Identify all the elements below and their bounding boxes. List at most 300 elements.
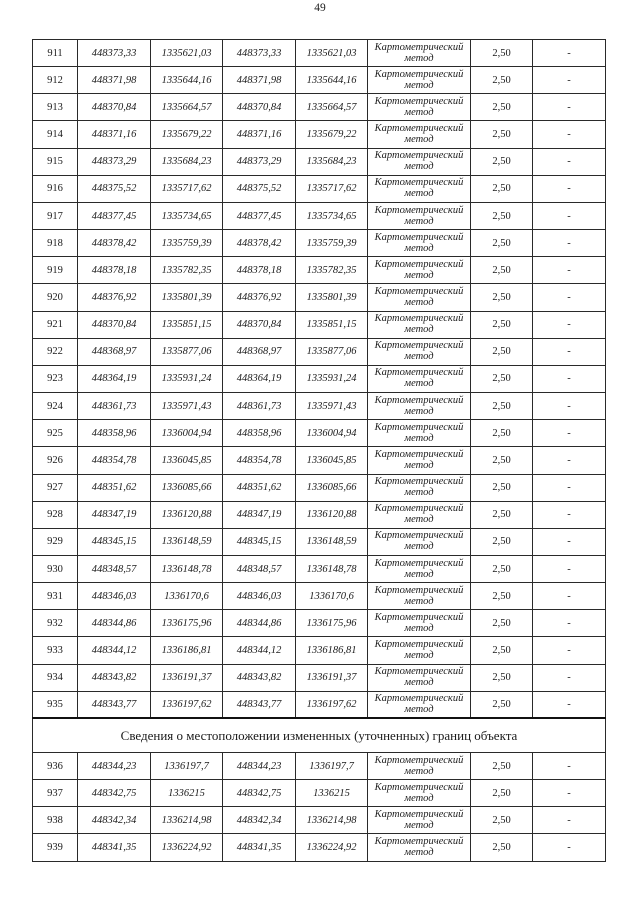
y-coordinate-text: 1336148,78 <box>161 563 212 575</box>
x-coordinate-refined-text: 448373,33 <box>236 47 282 59</box>
accuracy-text: 2,50 <box>492 264 511 276</box>
point-number-cell <box>33 40 78 67</box>
note-cell <box>533 528 606 555</box>
point-number-text: 932 <box>47 617 63 629</box>
table-row <box>33 610 606 637</box>
note-text: - <box>567 156 571 168</box>
method-text: Картометрический метод <box>374 836 464 859</box>
method-text: Картометрический метод <box>374 639 464 662</box>
point-number-text: 936 <box>47 760 63 772</box>
y-coordinate-refined-text: 1335679,22 <box>306 129 357 141</box>
y-coordinate-refined-cell <box>296 121 368 148</box>
method-cell <box>368 148 471 175</box>
y-coordinate-refined-text: 1335931,24 <box>306 373 357 385</box>
x-coordinate-text: 448378,18 <box>91 264 137 276</box>
note-cell <box>533 691 606 718</box>
method-cell <box>368 501 471 528</box>
method-text: Картометрический метод <box>374 503 464 526</box>
point-number-text: 933 <box>47 645 63 657</box>
method-text: Картометрический метод <box>374 367 464 390</box>
y-coordinate-refined-cell <box>296 501 368 528</box>
point-number-text: 929 <box>47 536 63 548</box>
y-coordinate-refined-cell <box>296 202 368 229</box>
note-cell <box>533 121 606 148</box>
point-number-cell <box>33 311 78 338</box>
x-coordinate-refined-cell <box>223 555 296 582</box>
accuracy-cell <box>471 284 533 311</box>
y-coordinate-refined-cell <box>296 610 368 637</box>
y-coordinate-refined-cell <box>296 365 368 392</box>
point-number-text: 919 <box>47 264 63 276</box>
y-coordinate-text: 1335759,39 <box>161 237 212 249</box>
note-text: - <box>567 672 571 684</box>
y-coordinate-cell <box>151 664 223 691</box>
section-heading-row <box>33 718 606 752</box>
note-text: - <box>567 645 571 657</box>
y-coordinate-text: 1336004,94 <box>161 427 212 439</box>
x-coordinate-refined-cell <box>223 202 296 229</box>
y-coordinate-refined-text: 1336004,94 <box>306 427 357 439</box>
x-coordinate-text: 448370,84 <box>91 319 137 331</box>
accuracy-text: 2,50 <box>492 699 511 711</box>
x-coordinate-text: 448344,23 <box>91 760 137 772</box>
y-coordinate-refined-text: 1336197,62 <box>306 699 357 711</box>
note-text: - <box>567 373 571 385</box>
y-coordinate-refined-cell <box>296 257 368 284</box>
y-coordinate-refined-text: 1335684,23 <box>306 156 357 168</box>
point-number-cell <box>33 67 78 94</box>
y-coordinate-cell <box>151 780 223 807</box>
table-row <box>33 202 606 229</box>
coordinates-table <box>32 39 606 862</box>
method-text: Картометрический метод <box>374 666 464 689</box>
point-number-text: 928 <box>47 509 63 521</box>
note-cell <box>533 94 606 121</box>
x-coordinate-cell <box>78 67 151 94</box>
y-coordinate-cell <box>151 752 223 779</box>
point-number-cell <box>33 230 78 257</box>
table-body-section-heading <box>33 718 606 752</box>
y-coordinate-refined-text: 1335734,65 <box>306 210 357 222</box>
y-coordinate-refined-cell <box>296 311 368 338</box>
note-cell <box>533 610 606 637</box>
y-coordinate-refined-text: 1336215 <box>313 787 350 799</box>
point-number-text: 922 <box>47 346 63 358</box>
accuracy-text: 2,50 <box>492 814 511 826</box>
x-coordinate-refined-text: 448368,97 <box>236 346 282 358</box>
y-coordinate-cell <box>151 583 223 610</box>
method-text: Картометрический метод <box>374 448 464 471</box>
point-number-text: 937 <box>47 787 63 799</box>
x-coordinate-cell <box>78 691 151 718</box>
accuracy-text: 2,50 <box>492 74 511 86</box>
method-text: Картометрический метод <box>374 693 464 716</box>
y-coordinate-cell <box>151 148 223 175</box>
y-coordinate-refined-text: 1336224,92 <box>306 842 357 854</box>
x-coordinate-text: 448345,15 <box>91 536 137 548</box>
accuracy-text: 2,50 <box>492 645 511 657</box>
y-coordinate-cell <box>151 121 223 148</box>
accuracy-text: 2,50 <box>492 454 511 466</box>
x-coordinate-refined-cell <box>223 420 296 447</box>
x-coordinate-refined-text: 448370,84 <box>236 319 282 331</box>
x-coordinate-text: 448354,78 <box>91 454 137 466</box>
method-cell <box>368 610 471 637</box>
x-coordinate-refined-text: 448342,75 <box>236 787 282 799</box>
x-coordinate-refined-cell <box>223 284 296 311</box>
point-number-cell <box>33 583 78 610</box>
point-number-text: 914 <box>47 129 63 141</box>
note-text: - <box>567 237 571 249</box>
x-coordinate-cell <box>78 664 151 691</box>
method-cell <box>368 691 471 718</box>
method-text: Картометрический метод <box>374 476 464 499</box>
y-coordinate-text: 1336175,96 <box>161 617 212 629</box>
x-coordinate-text: 448377,45 <box>91 210 137 222</box>
accuracy-text: 2,50 <box>492 346 511 358</box>
y-coordinate-text: 1336045,85 <box>161 454 212 466</box>
y-coordinate-refined-text: 1336186,81 <box>306 645 357 657</box>
point-number-cell <box>33 501 78 528</box>
note-cell <box>533 40 606 67</box>
x-coordinate-refined-cell <box>223 338 296 365</box>
note-text: - <box>567 536 571 548</box>
table-row <box>33 284 606 311</box>
note-cell <box>533 338 606 365</box>
note-cell <box>533 67 606 94</box>
y-coordinate-text: 1335644,16 <box>161 74 212 86</box>
y-coordinate-refined-cell <box>296 447 368 474</box>
y-coordinate-cell <box>151 338 223 365</box>
x-coordinate-text: 448371,16 <box>91 129 137 141</box>
point-number-cell <box>33 528 78 555</box>
x-coordinate-refined-text: 448343,82 <box>236 672 282 684</box>
y-coordinate-cell <box>151 311 223 338</box>
table-row <box>33 780 606 807</box>
note-cell <box>533 365 606 392</box>
method-cell <box>368 202 471 229</box>
x-coordinate-text: 448370,84 <box>91 101 137 113</box>
accuracy-cell <box>471 148 533 175</box>
x-coordinate-refined-text: 448364,19 <box>236 373 282 385</box>
point-number-cell <box>33 807 78 834</box>
y-coordinate-text: 1336191,37 <box>161 672 212 684</box>
note-text: - <box>567 47 571 59</box>
y-coordinate-text: 1336197,7 <box>164 760 209 772</box>
y-coordinate-refined-text: 1336175,96 <box>306 617 357 629</box>
x-coordinate-refined-text: 448343,77 <box>236 699 282 711</box>
table-row <box>33 501 606 528</box>
method-cell <box>368 230 471 257</box>
note-cell <box>533 148 606 175</box>
method-text: Картометрический метод <box>374 231 464 254</box>
note-text: - <box>567 291 571 303</box>
y-coordinate-refined-text: 1336120,88 <box>306 509 357 521</box>
accuracy-text: 2,50 <box>492 760 511 772</box>
x-coordinate-cell <box>78 583 151 610</box>
x-coordinate-text: 448343,82 <box>91 672 137 684</box>
method-cell <box>368 807 471 834</box>
method-text: Картометрический метод <box>374 95 464 118</box>
table-row <box>33 474 606 501</box>
note-text: - <box>567 699 571 711</box>
y-coordinate-refined-cell <box>296 94 368 121</box>
x-coordinate-refined-text: 448347,19 <box>236 509 282 521</box>
y-coordinate-refined-cell <box>296 148 368 175</box>
y-coordinate-refined-text: 1336085,66 <box>306 482 357 494</box>
y-coordinate-refined-text: 1335851,15 <box>306 319 357 331</box>
y-coordinate-refined-text: 1335759,39 <box>306 237 357 249</box>
table-row <box>33 40 606 67</box>
x-coordinate-refined-cell <box>223 94 296 121</box>
x-coordinate-cell <box>78 365 151 392</box>
note-cell <box>533 664 606 691</box>
accuracy-text: 2,50 <box>492 291 511 303</box>
y-coordinate-cell <box>151 610 223 637</box>
note-cell <box>533 780 606 807</box>
method-cell <box>368 555 471 582</box>
x-coordinate-refined-text: 448342,34 <box>236 814 282 826</box>
point-number-text: 939 <box>47 842 63 854</box>
y-coordinate-text: 1336186,81 <box>161 645 212 657</box>
point-number-text: 930 <box>47 563 63 575</box>
point-number-cell <box>33 664 78 691</box>
y-coordinate-cell <box>151 94 223 121</box>
point-number-cell <box>33 284 78 311</box>
page-number: 49 <box>314 2 326 14</box>
table-row <box>33 834 606 861</box>
accuracy-text: 2,50 <box>492 590 511 602</box>
point-number-text: 934 <box>47 672 63 684</box>
x-coordinate-text: 448371,98 <box>91 74 137 86</box>
accuracy-cell <box>471 393 533 420</box>
y-coordinate-refined-cell <box>296 67 368 94</box>
note-cell <box>533 834 606 861</box>
table-row <box>33 752 606 779</box>
accuracy-cell <box>471 474 533 501</box>
x-coordinate-refined-cell <box>223 583 296 610</box>
x-coordinate-refined-cell <box>223 637 296 664</box>
accuracy-cell <box>471 664 533 691</box>
note-cell <box>533 447 606 474</box>
accuracy-cell <box>471 257 533 284</box>
point-number-cell <box>33 175 78 202</box>
point-number-cell <box>33 202 78 229</box>
x-coordinate-refined-text: 448378,42 <box>236 237 282 249</box>
y-coordinate-refined-cell <box>296 393 368 420</box>
accuracy-cell <box>471 420 533 447</box>
y-coordinate-refined-cell <box>296 420 368 447</box>
method-text: Картометрический метод <box>374 421 464 444</box>
x-coordinate-refined-cell <box>223 393 296 420</box>
method-text: Картометрический метод <box>374 394 464 417</box>
accuracy-text: 2,50 <box>492 672 511 684</box>
note-text: - <box>567 482 571 494</box>
point-number-cell <box>33 148 78 175</box>
table-row <box>33 121 606 148</box>
accuracy-text: 2,50 <box>492 156 511 168</box>
point-number-text: 935 <box>47 699 63 711</box>
note-text: - <box>567 129 571 141</box>
x-coordinate-refined-text: 448376,92 <box>236 291 282 303</box>
method-cell <box>368 67 471 94</box>
x-coordinate-refined-cell <box>223 67 296 94</box>
point-number-cell <box>33 338 78 365</box>
y-coordinate-refined-text: 1336214,98 <box>306 814 357 826</box>
accuracy-cell <box>471 691 533 718</box>
accuracy-text: 2,50 <box>492 373 511 385</box>
accuracy-cell <box>471 94 533 121</box>
accuracy-cell <box>471 610 533 637</box>
method-text: Картометрический метод <box>374 808 464 831</box>
x-coordinate-text: 448346,03 <box>91 590 137 602</box>
note-text: - <box>567 210 571 222</box>
x-coordinate-refined-cell <box>223 311 296 338</box>
method-text: Картометрический метод <box>374 557 464 580</box>
note-text: - <box>567 787 571 799</box>
x-coordinate-cell <box>78 202 151 229</box>
point-number-text: 912 <box>47 74 63 86</box>
method-cell <box>368 664 471 691</box>
method-cell <box>368 311 471 338</box>
point-number-text: 927 <box>47 482 63 494</box>
table-row <box>33 338 606 365</box>
table-row <box>33 393 606 420</box>
y-coordinate-refined-cell <box>296 175 368 202</box>
y-coordinate-refined-text: 1335782,35 <box>306 264 357 276</box>
method-text: Картометрический метод <box>374 41 464 64</box>
y-coordinate-refined-cell <box>296 752 368 779</box>
accuracy-cell <box>471 40 533 67</box>
x-coordinate-refined-cell <box>223 447 296 474</box>
accuracy-cell <box>471 175 533 202</box>
x-coordinate-refined-cell <box>223 365 296 392</box>
x-coordinate-refined-cell <box>223 501 296 528</box>
note-cell <box>533 175 606 202</box>
accuracy-cell <box>471 555 533 582</box>
table-row <box>33 583 606 610</box>
method-text: Картометрический метод <box>374 313 464 336</box>
accuracy-cell <box>471 365 533 392</box>
x-coordinate-text: 448378,42 <box>91 237 137 249</box>
point-number-cell <box>33 447 78 474</box>
x-coordinate-refined-text: 448346,03 <box>236 590 282 602</box>
method-text: Картометрический метод <box>374 123 464 146</box>
x-coordinate-text: 448358,96 <box>91 427 137 439</box>
y-coordinate-refined-text: 1335801,39 <box>306 291 357 303</box>
point-number-cell <box>33 365 78 392</box>
y-coordinate-text: 1335801,39 <box>161 291 212 303</box>
section-heading: Сведения о местоположении измененных (уточненных) границ объекта <box>33 718 606 752</box>
accuracy-cell <box>471 338 533 365</box>
y-coordinate-cell <box>151 555 223 582</box>
y-coordinate-cell <box>151 202 223 229</box>
y-coordinate-refined-cell <box>296 834 368 861</box>
point-number-cell <box>33 257 78 284</box>
x-coordinate-text: 448376,92 <box>91 291 137 303</box>
x-coordinate-cell <box>78 257 151 284</box>
y-coordinate-refined-cell <box>296 528 368 555</box>
x-coordinate-text: 448373,29 <box>91 156 137 168</box>
table-row <box>33 807 606 834</box>
accuracy-text: 2,50 <box>492 842 511 854</box>
method-cell <box>368 528 471 555</box>
y-coordinate-text: 1336120,88 <box>161 509 212 521</box>
x-coordinate-cell <box>78 393 151 420</box>
point-number-text: 913 <box>47 101 63 113</box>
x-coordinate-refined-cell <box>223 834 296 861</box>
note-text: - <box>567 842 571 854</box>
accuracy-text: 2,50 <box>492 237 511 249</box>
x-coordinate-cell <box>78 338 151 365</box>
note-cell <box>533 284 606 311</box>
x-coordinate-refined-text: 448378,18 <box>236 264 282 276</box>
x-coordinate-refined-text: 448344,12 <box>236 645 282 657</box>
method-text: Картометрический метод <box>374 754 464 777</box>
x-coordinate-refined-cell <box>223 691 296 718</box>
table-row <box>33 94 606 121</box>
y-coordinate-text: 1335717,62 <box>161 183 212 195</box>
y-coordinate-cell <box>151 67 223 94</box>
accuracy-text: 2,50 <box>492 400 511 412</box>
x-coordinate-cell <box>78 447 151 474</box>
x-coordinate-refined-cell <box>223 474 296 501</box>
y-coordinate-text: 1335782,35 <box>161 264 212 276</box>
table-row <box>33 447 606 474</box>
x-coordinate-cell <box>78 637 151 664</box>
note-cell <box>533 501 606 528</box>
y-coordinate-text: 1335621,03 <box>161 47 212 59</box>
y-coordinate-text: 1335684,23 <box>161 156 212 168</box>
x-coordinate-text: 448341,35 <box>91 842 137 854</box>
accuracy-text: 2,50 <box>492 183 511 195</box>
note-cell <box>533 393 606 420</box>
y-coordinate-cell <box>151 40 223 67</box>
method-cell <box>368 752 471 779</box>
x-coordinate-cell <box>78 528 151 555</box>
y-coordinate-refined-text: 1335717,62 <box>306 183 357 195</box>
accuracy-cell <box>471 528 533 555</box>
x-coordinate-cell <box>78 752 151 779</box>
accuracy-text: 2,50 <box>492 47 511 59</box>
point-number-text: 920 <box>47 291 63 303</box>
accuracy-cell <box>471 780 533 807</box>
y-coordinate-refined-cell <box>296 40 368 67</box>
point-number-cell <box>33 834 78 861</box>
point-number-text: 915 <box>47 156 63 168</box>
table-row <box>33 257 606 284</box>
y-coordinate-refined-text: 1335621,03 <box>306 47 357 59</box>
x-coordinate-cell <box>78 311 151 338</box>
x-coordinate-cell <box>78 148 151 175</box>
point-number-text: 938 <box>47 814 63 826</box>
table-row <box>33 637 606 664</box>
method-text: Картометрический метод <box>374 177 464 200</box>
y-coordinate-text: 1335877,06 <box>161 346 212 358</box>
table-row <box>33 420 606 447</box>
x-coordinate-refined-cell <box>223 257 296 284</box>
y-coordinate-refined-text: 1335664,57 <box>306 101 357 113</box>
y-coordinate-refined-text: 1336148,78 <box>306 563 357 575</box>
point-number-cell <box>33 121 78 148</box>
method-cell <box>368 637 471 664</box>
x-coordinate-cell <box>78 555 151 582</box>
note-cell <box>533 807 606 834</box>
note-text: - <box>567 319 571 331</box>
y-coordinate-refined-cell <box>296 555 368 582</box>
note-cell <box>533 202 606 229</box>
y-coordinate-refined-cell <box>296 230 368 257</box>
